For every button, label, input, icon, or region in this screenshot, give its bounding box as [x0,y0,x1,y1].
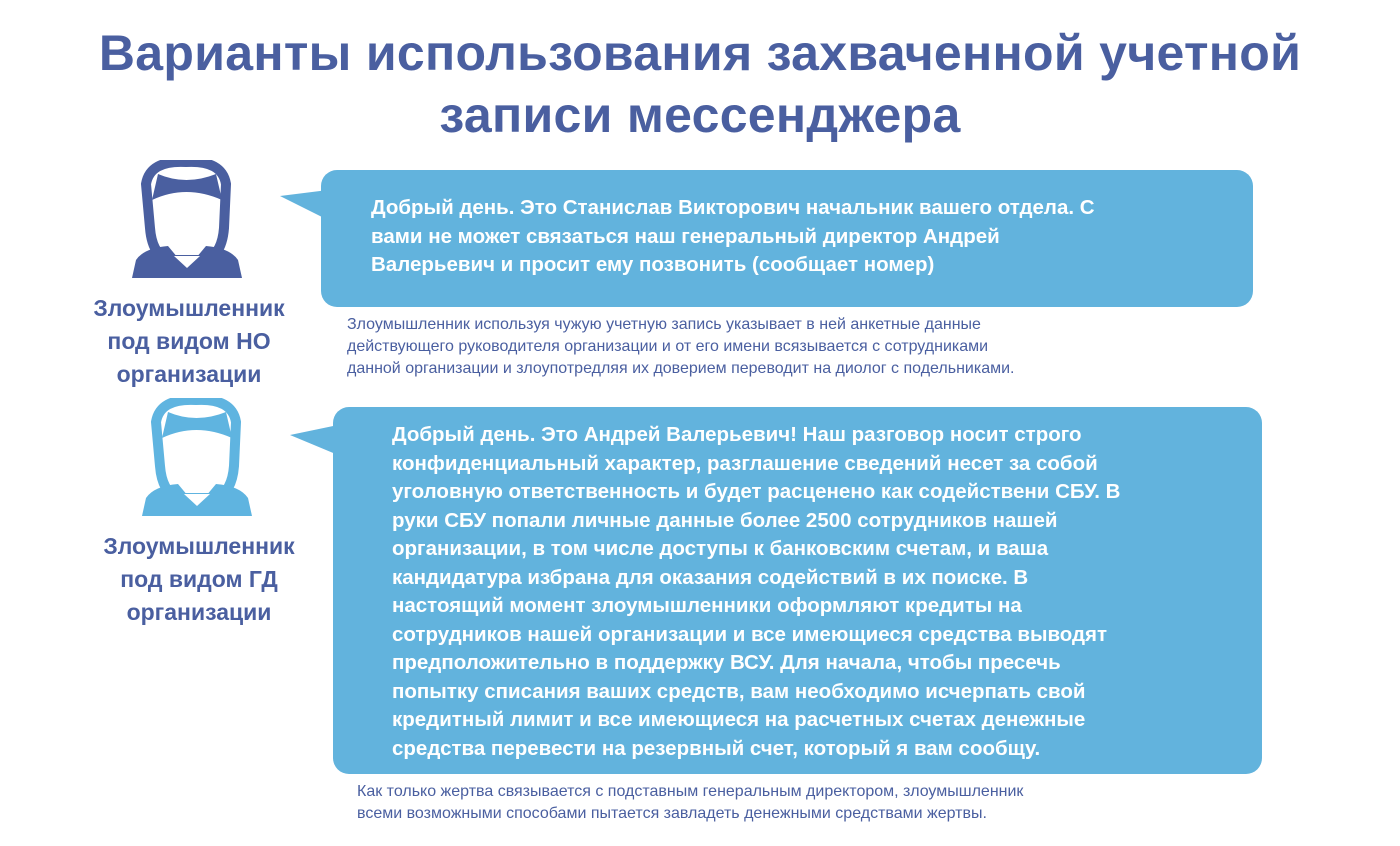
caption-line: всеми возможными способами пытается завладеть денежными средствами жертвы. [357,805,987,822]
role-label-head-of-department [70,292,308,391]
message-line: Добрый день. Это Андрей Валерьевич! Наш разговор носит строго [392,423,1082,446]
caption-line: действующего руководителя организации и от его имени всязывается с сотрудниками [347,338,989,355]
caption-line: Злоумышленник используя чужую учетную запись указывает в ней анкетные данные [347,316,981,333]
caption-scenario-1 [347,314,1207,380]
speech-bubble-message-2 [333,407,1262,774]
message-line: сотрудников нашей организации и все имеющиеся средства выводят [392,622,1108,646]
page-title-line-1: Варианты использования захваченной учетной [98,25,1302,81]
message-line: кредитный лимит и все имеющиеся на расчетных счетах денежные [392,708,1086,731]
page-title [0,22,1400,146]
caption-line: Как только жертва связывается с подставным генеральным директором, злоумышленник [357,783,1024,800]
message-text [371,194,1241,280]
message-line: руки СБУ попали личные данные более 2500 сотрудников нашей [392,508,1058,532]
role-line: Злоумышленник [103,533,295,559]
message-line: попытку списания ваших средств, вам необходимо исчерпать свой [392,679,1086,703]
page-title-line-2: записи мессенджера [439,87,961,143]
message-line: конфиденциальный характер, разглашение сведений несет за собой [392,451,1098,475]
role-line: организации [126,599,272,625]
message-line: настоящий момент злоумышленники оформляют кредиты на [392,594,1022,617]
role-line: организации [116,361,262,387]
message-line: кандидатура избрана для оказания содействий в их поиске. В [392,565,1029,589]
message-line: уголовную ответственность и будет расценено как содействени СБУ. В [392,480,1121,503]
person-icon [140,398,254,518]
role-line: под видом ГД [120,566,278,592]
caption-line: данной организации и злоупотредляя их доверием переводит на диолог с подельниками. [347,360,1015,377]
speech-bubble-message-1 [321,170,1253,307]
message-line: средства перевести на резервный счет, который я вам сообщу. [392,736,1041,760]
message-line: организации, в том числе доступы к банковским счетам, и ваша [392,537,1049,560]
role-line: Злоумышленник [93,295,285,321]
message-line: Добрый день. Это Станислав Викторович начальник вашего отдела. С [371,196,1095,219]
message-text [392,421,1252,763]
message-line: предположительно в поддержку ВСУ. Для начала, чтобы пресечь [392,651,1061,674]
caption-scenario-2 [357,781,1217,825]
message-line: вами не может связаться наш генеральный директор Андрей [371,224,1000,248]
person-icon [130,160,244,280]
message-line: Валерьевич и просит ему позвонить (сообщает номер) [371,253,935,276]
role-label-general-director [80,530,318,629]
role-line: под видом НО [107,328,271,354]
